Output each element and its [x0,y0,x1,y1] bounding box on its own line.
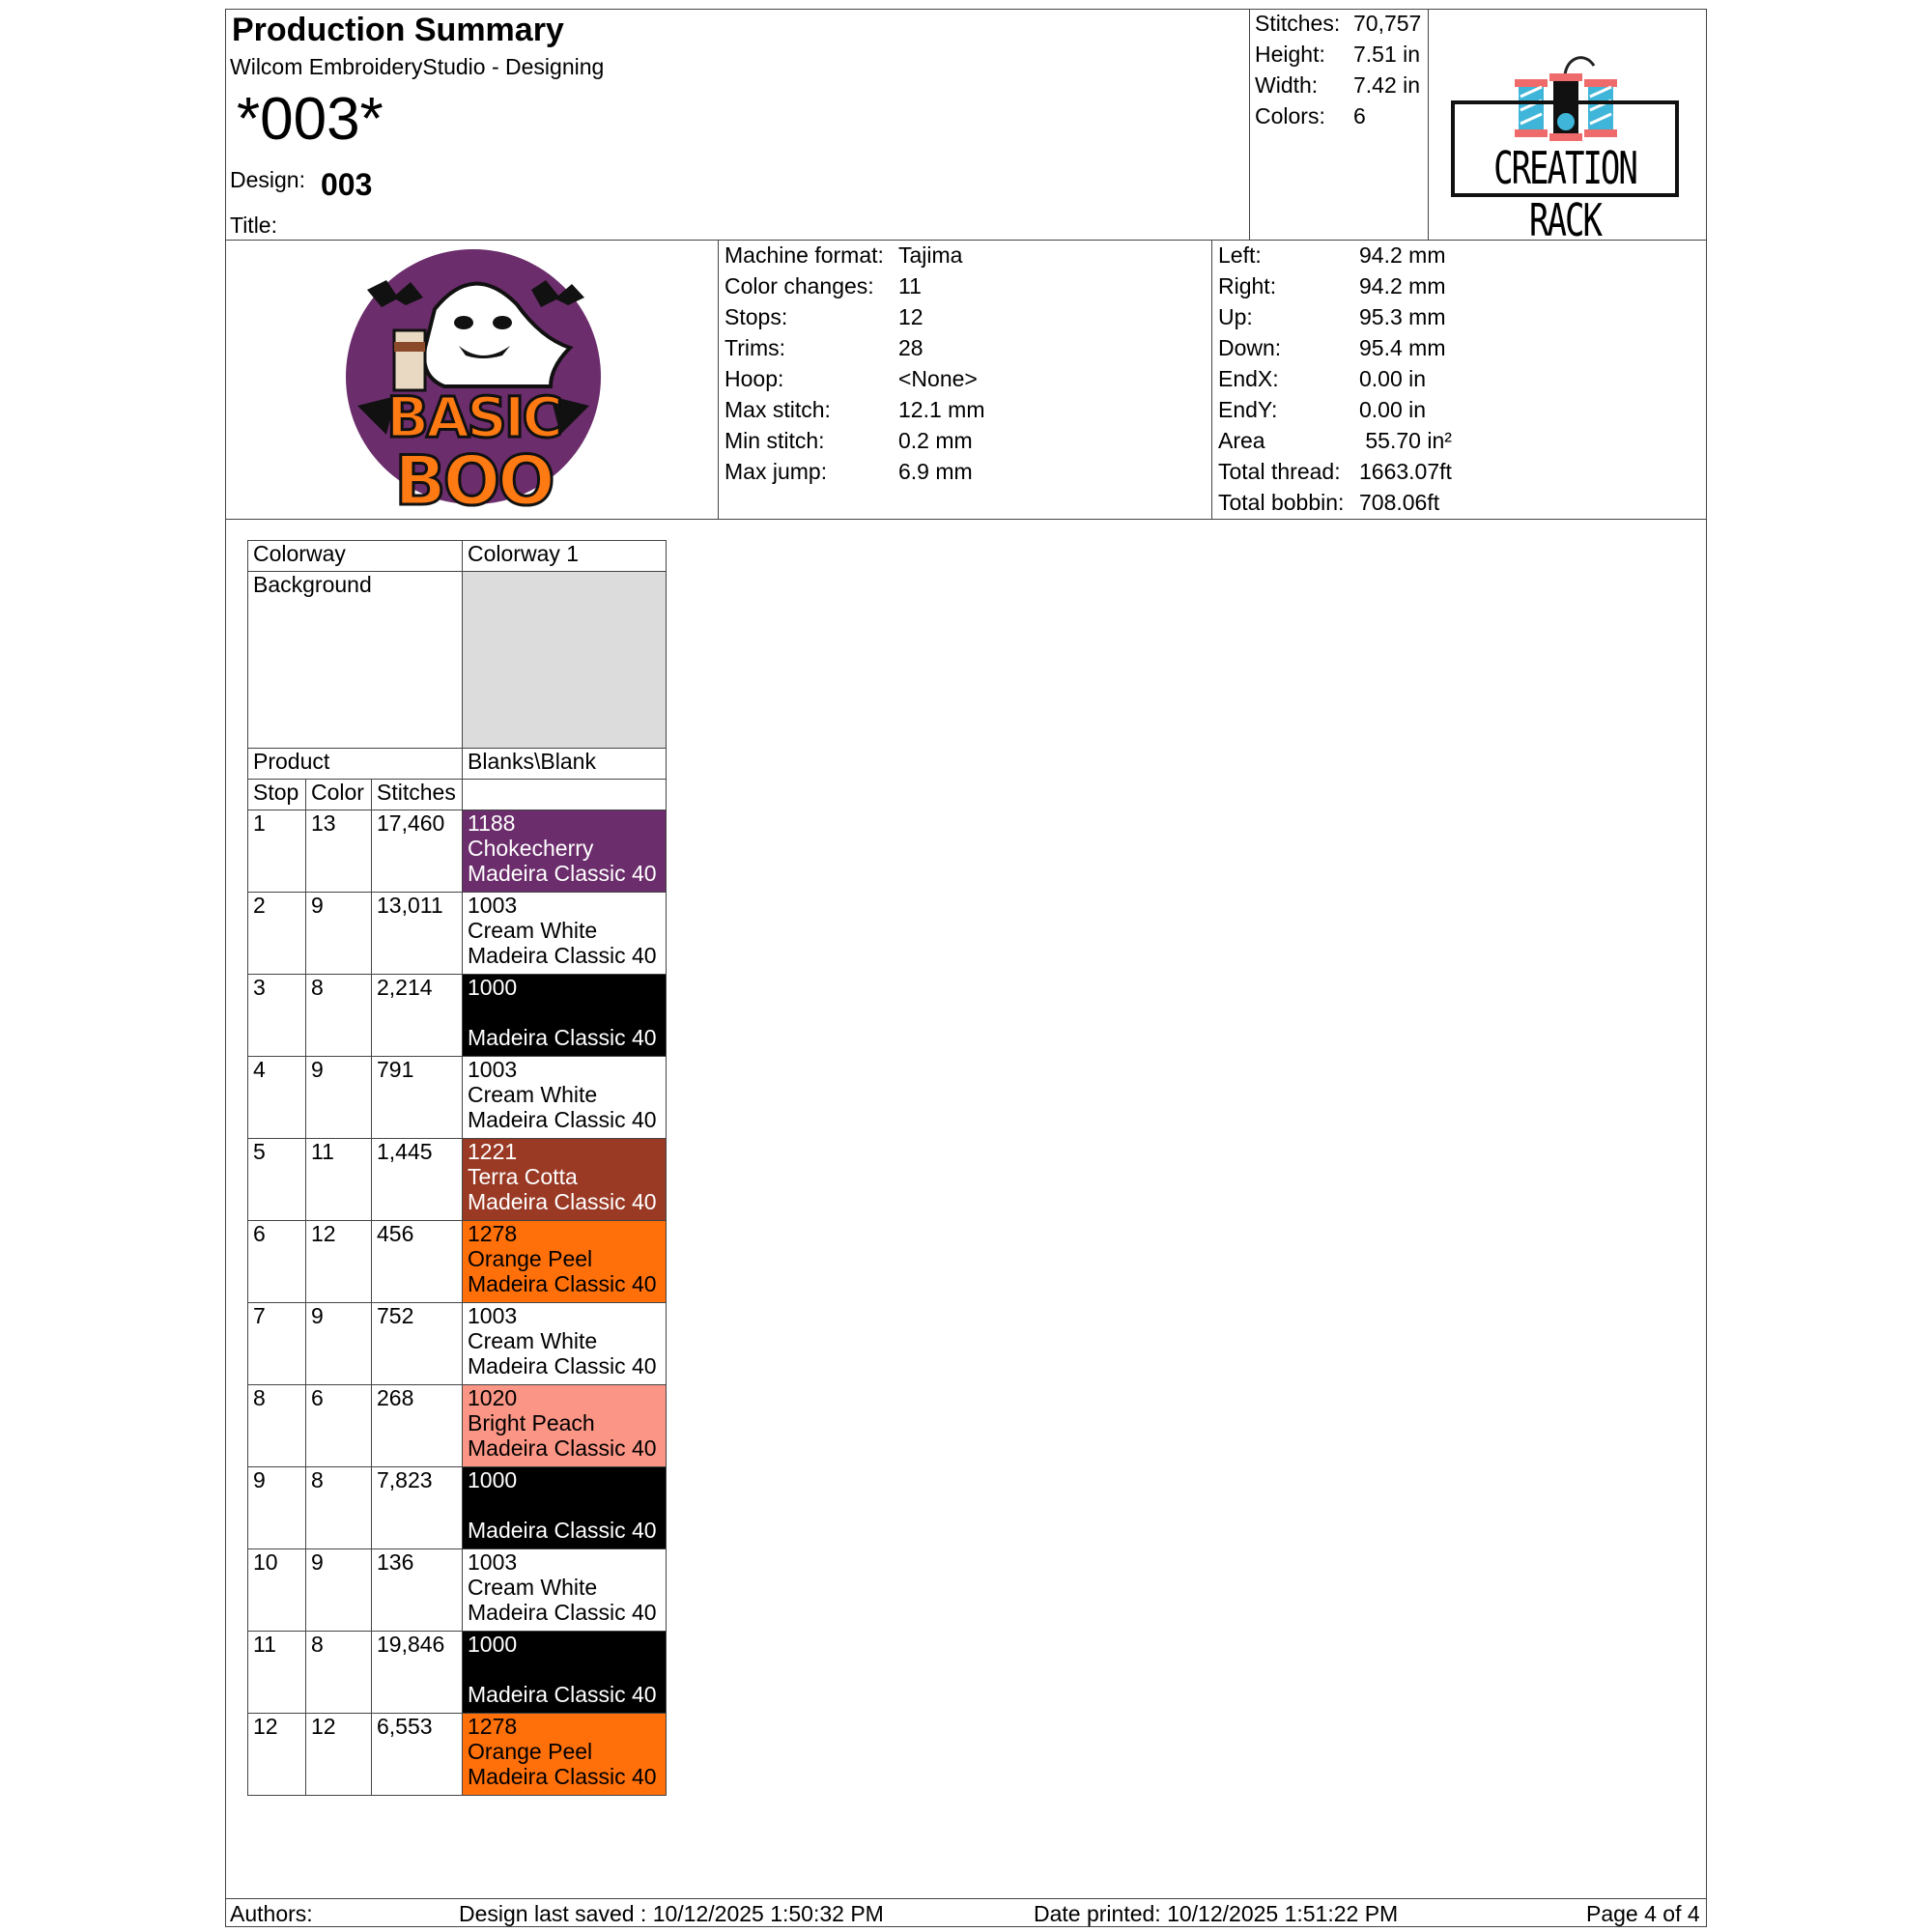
machine-label: Color changes: [724,273,874,298]
footer-last-saved: Design last saved : 10/12/2025 1:50:32 PM [459,1901,884,1926]
stop-stitches: 2,214 [372,975,463,1057]
stop-row [248,1221,667,1303]
stop-color: 8 [306,975,372,1057]
thread-name: Bright Peach [468,1410,595,1435]
stop-row [248,1385,667,1467]
col-thread-header [463,780,667,810]
thread-code: 1003 [468,893,518,918]
thread-swatch [463,1549,667,1632]
stop-color: 6 [306,1385,372,1467]
background-label: Background [248,572,463,749]
stop-stitches: 7,823 [372,1467,463,1549]
extent-value: 95.3 mm [1359,304,1446,329]
stop-row [248,1549,667,1632]
stop-stitches: 791 [372,1057,463,1139]
thread-code: 1003 [468,1549,518,1575]
stop-stop: 10 [248,1549,306,1632]
creation-rack-logo [1449,39,1681,247]
machine-value: 12 [898,304,923,329]
thread-name: Cream White [468,1328,598,1353]
preview-text-basic: BASIC [385,384,560,450]
machine-label: Max stitch: [724,397,831,422]
stop-row [248,1139,667,1221]
colorway-table [247,540,667,1796]
stop-stop: 7 [248,1303,306,1385]
background-row [248,572,667,749]
machine-label: Machine format: [724,242,884,268]
stop-color: 9 [306,1303,372,1385]
extent-label: Area [1218,428,1265,453]
stop-stop: 12 [248,1714,306,1796]
design-code-large: *003* [237,86,384,153]
preview-divider [718,240,719,519]
machine-label: Trims: [724,335,786,360]
thread-brand: Madeira Classic 40 [468,1189,657,1214]
col-stop-header: Stop [248,780,306,810]
thread-brand: Madeira Classic 40 [468,1271,657,1296]
extent-label: Down: [1218,335,1282,360]
thread-code: 1221 [468,1139,518,1164]
thread-brand: Madeira Classic 40 [468,1682,657,1707]
thread-code: 1278 [468,1221,518,1246]
thread-brand: Madeira Classic 40 [468,1107,657,1132]
extent-label: Total thread: [1218,459,1341,484]
footer-date-printed: Date printed: 10/12/2025 1:51:22 PM [1034,1901,1399,1926]
extent-label: Right: [1218,273,1277,298]
stop-row [248,1057,667,1139]
thread-swatch [463,1303,667,1385]
summary-label: Stitches: [1255,11,1341,36]
thread-swatch [463,1632,667,1714]
page-title: Production Summary [232,12,564,48]
thread-brand: Madeira Classic 40 [468,1025,657,1050]
footer-authors: Authors: [230,1901,313,1926]
extent-label: EndY: [1218,397,1278,422]
thread-brand: Madeira Classic 40 [468,1600,657,1625]
thread-brand: Madeira Classic 40 [468,861,657,886]
footer-divider [225,1898,1707,1899]
title-label: Title: [230,213,277,238]
colorway-header-row [248,541,667,572]
stop-stop: 9 [248,1467,306,1549]
stop-stitches: 752 [372,1303,463,1385]
thread-code: 1020 [468,1385,518,1410]
thread-code: 1278 [468,1714,518,1739]
machine-value: <None> [898,366,978,391]
stop-stitches: 13,011 [372,893,463,975]
design-preview [328,242,618,521]
stop-stop: 8 [248,1385,306,1467]
software-subtitle: Wilcom EmbroideryStudio - Designing [230,54,605,79]
machine-label: Stops: [724,304,788,329]
stop-color: 12 [306,1714,372,1796]
stop-stitches: 19,846 [372,1632,463,1714]
stop-color: 9 [306,893,372,975]
summary-label: Colors: [1255,103,1325,128]
extent-value: 0.00 in [1359,366,1427,391]
stop-color: 8 [306,1632,372,1714]
colorway-label: Colorway [248,541,463,572]
stop-color: 12 [306,1221,372,1303]
extent-label: EndX: [1218,366,1279,391]
thread-code: 1003 [468,1303,518,1328]
thread-code: 1000 [468,975,518,1000]
col-color-header: Color [306,780,372,810]
summary-label: Height: [1255,42,1325,67]
machine-value: 0.2 mm [898,428,973,453]
stop-stop: 1 [248,810,306,893]
stop-stop: 2 [248,893,306,975]
stop-stitches: 136 [372,1549,463,1632]
logo-text: CREATION RACK [1493,143,1636,247]
product-label: Product [248,749,463,780]
machine-value: 11 [898,273,922,298]
thread-code: 1188 [468,810,516,836]
thread-swatch [463,893,667,975]
extent-value: 94.2 mm [1359,273,1446,298]
stop-row [248,893,667,975]
thread-name: Cream White [468,1082,598,1107]
stop-stop: 3 [248,975,306,1057]
stop-stop: 4 [248,1057,306,1139]
stop-color: 9 [306,1057,372,1139]
machine-label: Min stitch: [724,428,825,453]
thread-swatch [463,1714,667,1796]
stop-stitches: 456 [372,1221,463,1303]
thread-swatch [463,975,667,1057]
thread-name: Chokecherry [468,836,594,861]
extent-label: Left: [1218,242,1262,268]
extent-value: 0.00 in [1359,397,1427,422]
product-row [248,749,667,780]
extent-label: Total bobbin: [1218,490,1345,515]
thread-name: Orange Peel [468,1739,593,1764]
stop-color: 8 [306,1467,372,1549]
thread-name: Cream White [468,1575,598,1600]
footer-page-number: Page 4 of 4 [1586,1901,1700,1926]
stop-color: 11 [306,1139,372,1221]
stop-row [248,1714,667,1796]
stop-color: 13 [306,810,372,893]
machine-value: 12.1 mm [898,397,985,422]
thread-brand: Madeira Classic 40 [468,1764,657,1789]
extent-label: Up: [1218,304,1253,329]
thread-brand: Madeira Classic 40 [468,1435,657,1461]
stop-row [248,975,667,1057]
extent-value: 94.2 mm [1359,242,1446,268]
summary-label: Width: [1255,72,1319,98]
stop-stitches: 268 [372,1385,463,1467]
extents-divider [1211,240,1212,519]
thread-swatch [463,1139,667,1221]
machine-label: Max jump: [724,459,828,484]
stop-stitches: 1,445 [372,1139,463,1221]
stop-stitches: 17,460 [372,810,463,893]
stop-row [248,1303,667,1385]
stop-stop: 5 [248,1139,306,1221]
colorway-value: Colorway 1 [463,541,667,572]
summary-value: 70,757 [1353,11,1422,36]
stop-stitches: 6,553 [372,1714,463,1796]
stop-row [248,1632,667,1714]
summary-value: 7.42 in [1353,72,1421,98]
extent-value: 708.06ft [1359,490,1440,515]
thread-code: 1000 [468,1632,518,1657]
machine-value: Tajima [898,242,963,268]
thread-brand: Madeira Classic 40 [468,1518,657,1543]
extent-value: 1663.07ft [1359,459,1452,484]
design-value: 003 [321,167,373,202]
column-header-row [248,780,667,810]
product-value: Blanks\Blank [463,749,667,780]
extent-value: 95.4 mm [1359,335,1446,360]
summary-left-divider [1249,9,1250,240]
preview-text-boo: BOO [394,441,553,521]
stop-row [248,810,667,893]
stop-color: 9 [306,1549,372,1632]
thread-name [468,1657,661,1682]
machine-label: Hoop: [724,366,784,391]
logo-left-divider [1428,9,1429,240]
thread-swatch [463,810,667,893]
machine-value: 6.9 mm [898,459,973,484]
stop-stop: 6 [248,1221,306,1303]
thread-brand: Madeira Classic 40 [468,1353,657,1378]
stop-row [248,1467,667,1549]
thread-name: Terra Cotta [468,1164,578,1189]
thread-name [468,1000,661,1025]
design-label: Design: [230,167,305,192]
thread-name: Orange Peel [468,1246,593,1271]
thread-swatch [463,1385,667,1467]
thread-name [468,1492,661,1518]
background-swatch [463,572,667,749]
thread-code: 1003 [468,1057,518,1082]
thread-swatch [463,1467,667,1549]
thread-code: 1000 [468,1467,518,1492]
thread-name: Cream White [468,918,598,943]
stop-stop: 11 [248,1632,306,1714]
summary-value: 6 [1353,103,1366,128]
col-stitches-header: Stitches [372,780,463,810]
extent-value: 55.70 in² [1359,428,1452,453]
machine-value: 28 [898,335,923,360]
thread-swatch [463,1057,667,1139]
summary-value: 7.51 in [1353,42,1421,67]
thread-brand: Madeira Classic 40 [468,943,657,968]
thread-swatch [463,1221,667,1303]
